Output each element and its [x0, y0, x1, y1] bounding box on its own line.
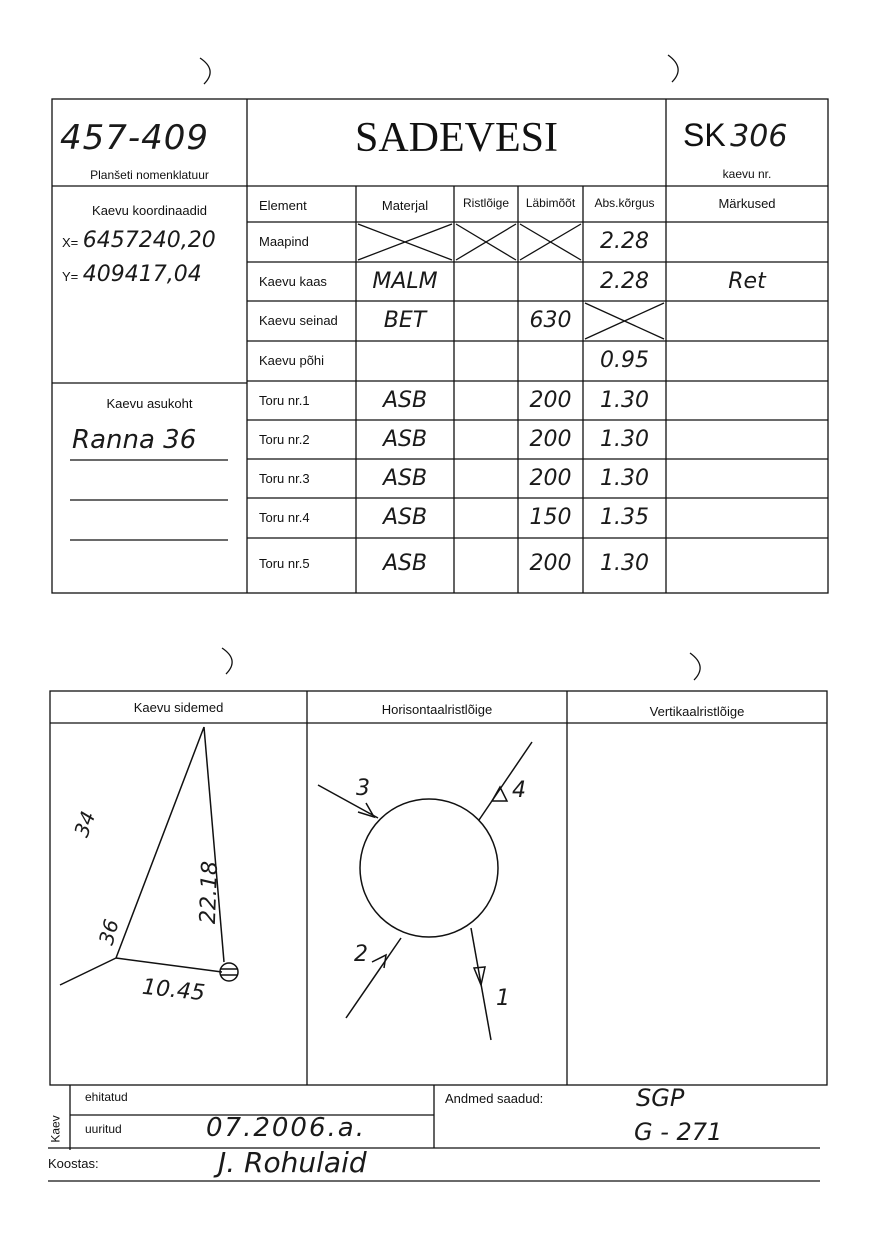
cell-section — [454, 420, 518, 459]
source-value-2: G - 271 — [634, 1118, 723, 1146]
punch-mark — [222, 648, 232, 674]
cell-diameter: 200 — [529, 427, 572, 452]
page-title: SADEVESI — [354, 115, 558, 161]
cell-element: Kaevu seinad — [259, 313, 338, 328]
footer-side-label: Kaev — [48, 1115, 63, 1143]
punch-mark — [200, 58, 210, 84]
coord-y-label: Y= — [62, 269, 79, 284]
well-number-value: 306 — [730, 119, 788, 154]
cell-material: ASB — [382, 551, 428, 576]
cell-diameter: 150 — [529, 505, 572, 530]
cell-height: 2.28 — [600, 229, 649, 254]
pipe-label-1: 1 — [496, 986, 510, 1011]
coords-label: Kaevu koordinaadid — [92, 203, 207, 218]
cell-notes — [666, 459, 828, 498]
source-value-1: SGP — [636, 1084, 685, 1112]
cell-notes — [666, 341, 828, 381]
author-label: Koostas: — [48, 1156, 99, 1171]
cell-section — [454, 301, 518, 341]
cell-notes — [666, 420, 828, 459]
cell-diameter: 630 — [529, 308, 572, 333]
author-value: J. Rohulaid — [218, 1146, 367, 1179]
cell-height: 1.30 — [600, 466, 649, 491]
cell-diameter — [518, 222, 583, 262]
cell-section — [454, 459, 518, 498]
cell-material — [356, 222, 454, 262]
col-header-notes: Märkused — [718, 196, 776, 211]
cell-notes — [666, 498, 828, 538]
cell-element: Toru nr.5 — [259, 556, 310, 571]
cell-height: 2.28 — [600, 269, 649, 294]
col-header-height: Abs.kõrgus — [594, 196, 655, 210]
cell-height: 0.95 — [600, 348, 649, 373]
cell-element: Kaevu kaas — [259, 274, 327, 289]
ties-sketch — [60, 727, 238, 985]
coord-x-label: X= — [62, 235, 79, 250]
surveyed-label: uuritud — [85, 1122, 122, 1136]
cell-diameter: 200 — [529, 388, 572, 413]
cell-section — [454, 262, 518, 301]
cell-element: Toru nr.4 — [259, 510, 310, 525]
cell-height: 1.35 — [600, 505, 649, 530]
cell-material: BET — [383, 308, 427, 333]
cell-notes — [666, 381, 828, 420]
cell-notes — [666, 301, 828, 341]
cell-material: ASB — [382, 505, 428, 530]
col-header-material: Materjal — [381, 198, 429, 213]
well-prefix: SK — [683, 117, 726, 153]
well-number-label: kaevu nr. — [722, 167, 772, 181]
cell-notes — [666, 222, 828, 262]
cell-material — [356, 341, 454, 381]
cell-height: 1.30 — [600, 551, 649, 576]
coord-y-value: 409417,04 — [82, 262, 202, 287]
cell-element: Maapind — [259, 234, 309, 249]
surveyed-value: 07.2006.a. — [206, 1113, 366, 1143]
cell-material: ASB — [382, 388, 428, 413]
col-header-diameter: Läbimõõt — [525, 196, 576, 210]
cell-diameter: 200 — [529, 551, 572, 576]
vertical-section-header: Vertikaalristlõige — [649, 704, 745, 719]
punch-mark — [690, 653, 700, 680]
horizontal-section-header: Horisontaalristlõige — [381, 702, 493, 717]
cell-section — [454, 341, 518, 381]
cell-diameter — [518, 262, 583, 301]
source-label: Andmed saadud: — [445, 1091, 544, 1106]
cell-diameter: 200 — [529, 466, 572, 491]
nomenclature-label-text: Planšeti nomenklatuur — [90, 168, 209, 182]
location-value: Ranna 36 — [72, 425, 197, 455]
punch-mark — [668, 55, 678, 82]
cell-material: ASB — [382, 427, 428, 452]
tie-label-left: 36 — [93, 916, 124, 948]
cell-element: Toru nr.2 — [259, 432, 310, 447]
cell-element: Kaevu põhi — [259, 353, 325, 368]
well-number — [683, 117, 823, 154]
cell-element: Toru nr.1 — [259, 393, 310, 408]
sheet-nomenclature-label — [52, 168, 247, 182]
pipe-label-4: 4 — [512, 778, 526, 803]
coord-x-line — [62, 228, 216, 253]
cell-section — [454, 538, 518, 590]
col-header-section: Ristlõige — [462, 196, 510, 210]
location-label: Kaevu asukoht — [106, 396, 193, 411]
cell-material: ASB — [382, 466, 428, 491]
cell-section — [454, 498, 518, 538]
sheet-nomenclature-value: 457-409 — [60, 118, 210, 158]
coord-x-value: 6457240,20 — [82, 228, 216, 253]
ties-header: Kaevu sidemed — [133, 700, 224, 715]
tie-distance-bottom: 10.45 — [140, 974, 207, 1007]
cell-notes — [666, 538, 828, 590]
cell-height: 1.30 — [600, 427, 649, 452]
pipe-label-2: 2 — [354, 942, 368, 967]
cell-diameter — [518, 341, 583, 381]
cell-material: MALM — [372, 269, 438, 294]
coord-y-line — [62, 262, 202, 287]
built-label: ehitatud — [85, 1090, 128, 1104]
tie-distance-side: 22.18 — [195, 860, 224, 925]
col-header-element: Element — [259, 198, 307, 213]
cell-section — [454, 222, 518, 262]
cell-element: Toru nr.3 — [259, 471, 310, 486]
cell-height — [583, 301, 666, 341]
cell-section — [454, 381, 518, 420]
tie-label-top: 34 — [69, 807, 101, 841]
cell-height: 1.30 — [600, 388, 649, 413]
pipe-label-3: 3 — [356, 776, 370, 801]
cell-notes: Ret — [728, 269, 766, 294]
